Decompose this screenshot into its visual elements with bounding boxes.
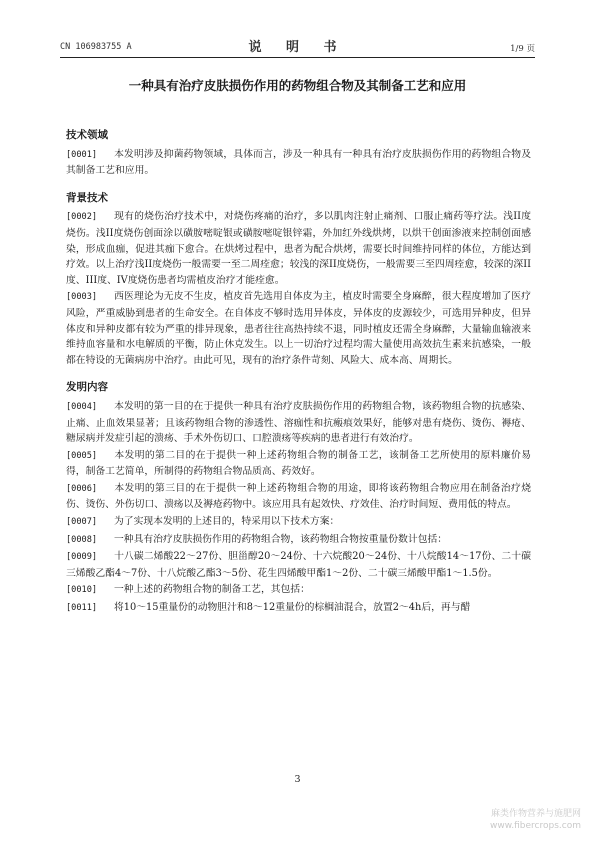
paragraph-number: [0010]: [66, 585, 98, 596]
paragraph: [66, 514, 531, 531]
site-watermark: [490, 808, 581, 832]
paragraph: [66, 481, 531, 513]
paragraph-number: [0007]: [66, 517, 98, 528]
document-title: 一种具有治疗皮肤损伤作用的药物组合物及其制备工艺和应用: [128, 78, 467, 93]
paragraph-text: 西医理论为无皮不生皮，植皮首先选用自体皮为主，植皮时需要全身麻醉，很大程度增加了医疗风险，严重威胁到患者的生命安全。在自体皮不够时选用异体皮，异体皮的皮源较少，可选用异种皮，但异体皮和异种皮都有较为严重的排异现象，患者往往高热持续不退，同时植皮还需全身麻醉，大量输血输液来维持血容量和水电解质的平衡，防止休克发生。以上一切治疗过程均需大量使用高效抗生素来抗感染，一般都在特设的无菌病房中治疗。由此可见，现有的治疗条件苛刻、风险大、成本高、周期长。: [66, 291, 531, 366]
paragraph-number: [0001]: [66, 149, 98, 160]
paragraph-text: 一种上述的药物组合物的制备工艺，其包括：: [114, 584, 310, 596]
paragraph-number: [0002]: [66, 212, 98, 223]
paragraph: [66, 209, 531, 288]
paragraph: [66, 549, 531, 581]
page-number: 3: [294, 774, 301, 785]
section-heading: 发明内容: [66, 381, 108, 394]
paragraph-number: [0005]: [66, 450, 98, 461]
document-body: [66, 128, 531, 618]
paragraph-number: [0004]: [66, 401, 98, 412]
page-fraction: 1/9 页: [510, 44, 535, 54]
paragraph-number: [0003]: [66, 292, 98, 303]
watermark-url: www.fibercrops.com: [490, 821, 581, 831]
paragraph: [66, 582, 531, 599]
paragraph-text: 本发明的第二目的在于提供一种上述药物组合物的制备工艺，该制备工艺所使用的原料廉价易得，制备工艺简单，所制得的药物组合物品质高、药效好。: [66, 449, 531, 478]
page-header: [60, 36, 535, 54]
paragraph-number: [0009]: [66, 552, 98, 563]
paragraph-text: 一种具有治疗皮肤损伤作用的药物组合物，该药物组合物按重量份数计包括：: [114, 533, 448, 545]
paragraph-text: 将10～15重量份的动物胆汁和8～12重量份的棕榈油混合，放置2～4h后，再与醋: [114, 602, 471, 614]
section-heading: 背景技术: [66, 191, 108, 204]
paragraph-text: 为了实现本发明的上述目的，特采用以下技术方案：: [114, 516, 340, 528]
paragraph: [66, 532, 531, 549]
publication-number: CN 106983755 A: [60, 42, 132, 52]
paragraph-number: [0008]: [66, 534, 98, 545]
document-type-title: 说 明 书: [248, 40, 347, 55]
section-heading: 技术领域: [66, 129, 108, 141]
paragraph: [66, 289, 531, 368]
paragraph: [66, 147, 531, 179]
paragraph-text: 现有的烧伤治疗技术中，对烧伤疼痛的治疗，多以肌肉注射止痛剂、口服止痛药等疗法。浅II度烧伤。浅II度烧伤创面涂以磺胺嘧啶银或磺胺嘧啶银锌霜，外加红外线烘烤，以烘干创面渗液来控制创面感染，形成血痂，促进其痂下愈合。在烘烤过程中，患者为配合烘烤，需要长时间维持同样的体位，方能达到疗效。以上治疗浅II度烧伤一般需要一至二周痊愈；较浅的深II度烧伤，一般需要三至四周痊愈，较深的深II度、III度、IV度烧伤患者均需植皮治疗才能痊愈。: [66, 211, 531, 286]
paragraph-text: 十八碳二烯酸22～27份、胆甾醇20～24份、十六烷酸20～24份、十八烷酸14～17份、二十碳三烯酸乙酯4～7份、十八烷酸乙酯3～5份、花生四烯酸甲酯1～2份、二十碳三烯酸甲酯1～1.5份。: [66, 551, 531, 579]
paragraph: [66, 600, 531, 617]
paragraph-number: [0006]: [66, 483, 98, 494]
paragraph-text: 本发明涉及抑菌药物领域，具体而言，涉及一种具有一种具有治疗皮肤损伤作用的药物组合物及其制备工艺和应用。: [66, 148, 531, 177]
paragraph: [66, 448, 531, 480]
header-rule: [60, 57, 535, 58]
paragraph-number: [0011]: [66, 603, 98, 614]
paragraph-text: 本发明的第一目的在于提供一种具有治疗皮肤损伤作用的药物组合物，该药物组合物的抗感染、止痛、止血效果显著；且该药物组合物的渗透性、溶痂性和抗瘢痕效果好，能够对患有烧伤、烫伤、褥疮、糖尿病并发症引起的溃疡、手术外伤切口、口腔溃疡等疾病的患者进行有效治疗。: [66, 400, 531, 445]
watermark-line: 麻类作物营养与施肥网: [490, 809, 581, 819]
paragraph-text: 本发明的第三目的在于提供一种上述药物组合物的用途，即将该药物组合物应用在制备治疗烧伤、烫伤、外伤切口、溃疡以及褥疮药物中。该应用具有起效快、疗效佳、治疗时间短、费用低的特点。: [66, 482, 531, 511]
paragraph: [66, 399, 531, 447]
